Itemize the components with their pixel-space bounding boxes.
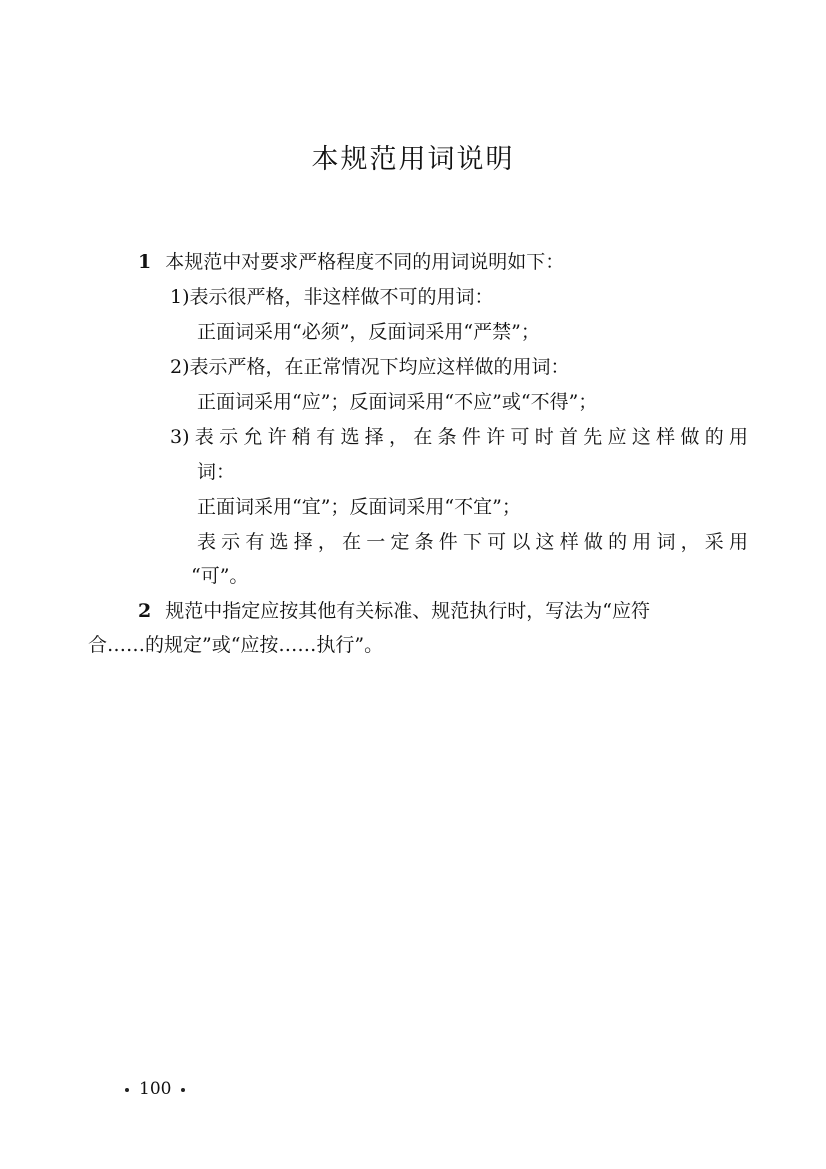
item-1 bbox=[138, 249, 564, 275]
item-2-line-1 bbox=[138, 598, 748, 624]
item-2-line-2: 合……的规定”或“应按……执行”。 bbox=[88, 634, 384, 656]
sub-item-2-label: 2)表示严格，在正常情况下均应这样做的用词： bbox=[170, 356, 570, 378]
sub-item-1-label: 1)表示很严格，非这样做不可的用词： bbox=[170, 286, 494, 308]
item-2-number: 2 bbox=[138, 600, 152, 622]
sub-item-3-note-line-2: “可”。 bbox=[191, 565, 249, 587]
item-1-text: 本规范中对要求严格程度不同的用词说明如下： bbox=[165, 251, 565, 273]
sub-item-3-label-line-1 bbox=[170, 424, 748, 450]
sub-item-3-label-line-1-text: 3)表示允许稍有选择，在条件许可时首先应这样做的用 bbox=[170, 426, 748, 448]
sub-item-2-words: 正面词采用“应”；反面词采用“不应”或“不得”； bbox=[197, 391, 598, 413]
footer-dot-left bbox=[125, 1088, 129, 1092]
sub-item-3-label-line-2: 词： bbox=[197, 461, 236, 483]
page-footer bbox=[115, 1077, 195, 1101]
item-1-number: 1 bbox=[138, 251, 152, 273]
page-title: 本规范用词说明 bbox=[311, 144, 515, 175]
sub-item-3-note-line-1 bbox=[197, 529, 748, 555]
sub-item-3-words: 正面词采用“宜”；反面词采用“不宜”； bbox=[197, 496, 521, 518]
sub-item-3-note-line-1-text: 表示有选择，在一定条件下可以这样做的用词，采用 bbox=[197, 531, 748, 553]
item-2-text-line-1: 规范中指定应按其他有关标准、规范执行时，写法为“应符 bbox=[165, 600, 650, 622]
footer-dot-right bbox=[181, 1088, 185, 1092]
sub-item-1-words: 正面词采用“必须”，反面词采用“严禁”； bbox=[197, 321, 540, 343]
page-number: 100 bbox=[139, 1079, 172, 1099]
